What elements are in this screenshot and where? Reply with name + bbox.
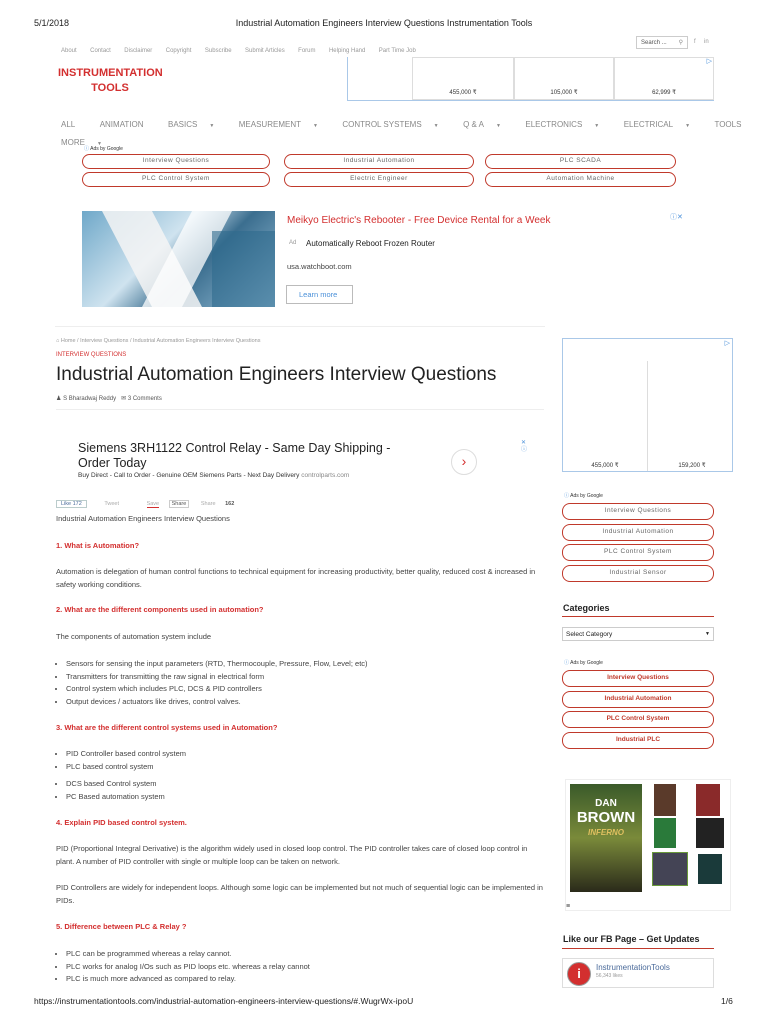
post-meta <box>56 395 162 402</box>
list-item: • PLC is much more advanced as compared to relay. <box>66 973 310 986</box>
adchoices-close-icon[interactable]: ⓘ✕ <box>670 214 683 221</box>
inline-ad-title[interactable]: Siemens 3RH1122 Control Relay - Same Day Shipping - Order Today <box>78 441 391 470</box>
book-cover-main[interactable]: DAN BROWN INFERNO <box>570 784 642 892</box>
book-thumb[interactable] <box>654 784 676 816</box>
sidebar-pill[interactable]: Interview Questions <box>562 670 714 687</box>
info-icon: ⓘ <box>564 493 570 499</box>
answer-3-list <box>56 748 186 773</box>
list-item: • PLC can be programmed whereas a relay cannot. <box>66 948 310 961</box>
fb-page-box[interactable] <box>562 958 714 988</box>
answer-2: The components of automation system include <box>56 632 212 641</box>
logo-line2: TOOLS <box>91 82 129 94</box>
banner-ad-url[interactable]: usa.watchboot.com <box>287 262 352 271</box>
top-nav-contact[interactable]: Contact <box>90 48 111 54</box>
site-logo[interactable] <box>58 66 162 96</box>
building-graphic <box>82 211 275 307</box>
ad-product-3[interactable] <box>614 57 714 100</box>
chevron-down-icon: ▼ <box>433 123 439 129</box>
sidebar-pill[interactable]: Interview Questions <box>562 503 714 520</box>
ad-price-1: 455,000 ₹ <box>449 90 477 96</box>
top-nav-copyright[interactable]: Copyright <box>165 48 192 54</box>
menu-icon[interactable]: ≡ <box>566 903 571 910</box>
list-item: • Control system which includes PLC, DCS & PID controllers <box>66 683 368 696</box>
print-title: Industrial Automation Engineers Interview Questions Instrumentation Tools <box>235 18 533 28</box>
top-nav-about[interactable]: About <box>61 48 77 54</box>
ad-price-3: 62,999 ₹ <box>652 90 676 96</box>
nav-all[interactable]: ALL <box>61 120 76 129</box>
divider <box>55 326 545 327</box>
categories-title: Categories <box>563 603 610 613</box>
list-item: • PLC based control system <box>66 761 186 774</box>
sidebar-ad-product-2[interactable] <box>651 361 733 471</box>
author[interactable]: S Bharadwaj Reddy <box>63 396 117 402</box>
question-2: 2. What are the different components used in automation? <box>56 605 264 614</box>
book-thumb[interactable] <box>652 852 688 886</box>
intro-text: Industrial Automation Engineers Interview Questions <box>56 514 230 523</box>
answer-3-list-2 <box>56 778 165 803</box>
like-button[interactable]: Like 172 <box>56 500 87 508</box>
link-pill[interactable]: Electric Engineer <box>284 172 474 187</box>
book-thumb[interactable] <box>696 818 724 848</box>
question-5: 5. Difference between PLC & Relay ? <box>56 922 187 931</box>
banner-ad-subtitle: Automatically Reboot Frozen Router <box>306 239 435 248</box>
info-icon: ⓘ <box>84 146 90 152</box>
comments-link[interactable]: 3 Comments <box>127 396 162 402</box>
answer-4-2: PID Controllers are widely for independent loops. Although some logic can be implemented but not much of sequential logic can be implemented in PIDs. <box>56 883 543 905</box>
chevron-down-icon: ▼ <box>97 141 102 147</box>
sidebar-ad[interactable] <box>562 338 733 472</box>
share-count: 162 <box>225 501 235 507</box>
home-icon[interactable]: ⌂ <box>56 338 60 344</box>
sidebar-pill[interactable]: PLC Control System <box>562 544 714 561</box>
search-placeholder: Search ... <box>641 40 667 46</box>
link-pill[interactable]: Industrial Automation <box>284 154 474 169</box>
facebook-icon[interactable]: f <box>694 39 696 45</box>
top-nav-forum[interactable]: Forum <box>298 48 316 54</box>
sidebar-ad-price-2: 159,200 ₹ <box>678 463 706 469</box>
answer-1: Automation is delegation of human control functions to technical equipment for increasing productivity, better quality, reduced cost & increased in safety working conditions. <box>56 567 536 589</box>
page-number: 1/6 <box>721 996 733 1006</box>
nav-animation[interactable]: ANIMATION <box>99 120 144 129</box>
title-underline <box>562 616 714 617</box>
banner-ad-image[interactable] <box>82 211 275 307</box>
link-pill[interactable]: PLC Control System <box>82 172 270 187</box>
ads-by-google-label: ⓘ Ads by Google <box>564 660 603 666</box>
category-select[interactable]: Select Category ▼ <box>562 627 714 641</box>
logo-line1: INSTRUMENTATION <box>58 67 163 79</box>
category-tag[interactable]: INTERVIEW QUESTIONS <box>56 352 127 358</box>
nav-electronics[interactable]: ELECTRONICS ▼ <box>525 120 600 129</box>
link-pill[interactable]: Automation Machine <box>485 172 676 187</box>
info-icon: ⓘ <box>564 660 570 666</box>
main-nav <box>61 114 768 150</box>
sidebar-ad-price-1: 455,000 ₹ <box>591 463 619 469</box>
sidebar-pill[interactable]: Industrial Automation <box>562 691 714 708</box>
article-title: Industrial Automation Engineers Interview Questions <box>56 364 497 385</box>
adchoices-icon[interactable]: ✕ ⓘ <box>521 440 528 453</box>
sidebar-ad-product-1[interactable] <box>563 361 648 471</box>
chevron-down-icon: ▼ <box>312 123 318 129</box>
question-3: 3. What are the different control systems used in Automation? <box>56 723 278 732</box>
chevron-down-icon: ▼ <box>594 123 600 129</box>
search-input[interactable] <box>636 36 688 49</box>
chevron-down-icon: ▼ <box>705 631 710 637</box>
list-item: • DCS based Control system <box>66 778 165 791</box>
book-thumb[interactable] <box>696 784 720 816</box>
nav-tools[interactable]: TOOLS <box>714 120 742 129</box>
sidebar-pill[interactable]: Industrial Automation <box>562 524 714 541</box>
top-ad[interactable] <box>347 57 714 101</box>
inline-ad-domain[interactable]: controlparts.com <box>301 472 350 479</box>
list-item: • PID Controller based control system <box>66 748 186 761</box>
arrow-right-icon[interactable]: › <box>451 449 477 475</box>
inline-ad-desc: Buy Direct - Call to Order - Genuine OEM Siemens Parts - Next Day Delivery controlparts.com <box>78 472 350 479</box>
breadcrumb: ⌂ Home / Interview Questions / Industrial Automation Engineers Interview Questions <box>56 338 261 344</box>
link-pill[interactable]: PLC SCADA <box>485 154 676 169</box>
sidebar-pill[interactable]: Industrial Sensor <box>562 565 714 582</box>
footer-url: https://instrumentationtools.com/industrial-automation-engineers-interview-questions/#.WugrWx-ipoU <box>34 996 414 1006</box>
list-item: • Sensors for sensing the input parameters (RTD, Thermocouple, Pressure, Flow, Level; etc) <box>66 658 368 671</box>
adchoices-icon[interactable]: ▷ <box>706 58 712 65</box>
top-nav <box>61 39 425 57</box>
tweet-button[interactable]: Tweet <box>104 501 120 507</box>
comment-icon: ✉ <box>121 396 127 402</box>
list-item: • Output devices / actuators like drives, control valves. <box>66 696 368 709</box>
ad-product-2[interactable] <box>514 57 614 100</box>
user-icon: ♟ <box>56 396 62 402</box>
save-button[interactable]: Save <box>146 501 160 507</box>
book-thumb[interactable] <box>698 854 722 884</box>
ad-badge: Ad <box>289 240 297 246</box>
top-nav-helping[interactable]: Helping Hand <box>328 48 366 54</box>
fb-likes: 56,343 likes <box>596 973 623 979</box>
book-thumb[interactable] <box>654 818 676 848</box>
nav-electrical[interactable]: ELECTRICAL ▼ <box>623 120 691 129</box>
linkedin-icon[interactable]: in <box>704 39 709 45</box>
top-nav-disclaimer[interactable]: Disclaimer <box>124 48 153 54</box>
answer-2-list <box>56 658 368 708</box>
answer-4-1: PID (Proportional Integral Derivative) is the algorithm widely used in closed loop control. The PID controller takes care of closed loop control in plant. A number of PID controller with single or multiple loop can be taken on network. <box>56 844 528 866</box>
share-bar <box>56 501 234 507</box>
nav-more[interactable]: MORE ▼ <box>61 138 102 147</box>
learn-more-button[interactable]: Learn more <box>286 285 353 304</box>
question-4: 4. Explain PID based control system. <box>56 818 187 827</box>
question-1: 1. What is Automation? <box>56 541 140 550</box>
chevron-down-icon: ▼ <box>209 123 215 129</box>
chevron-down-icon: ▼ <box>495 123 501 129</box>
banner-ad-title[interactable]: Meikyo Electric's Rebooter - Free Device Rental for a Week <box>287 215 551 226</box>
top-nav-parttime[interactable]: Part Time Job <box>378 48 416 54</box>
title-underline <box>562 948 714 949</box>
nav-control-systems[interactable]: CONTROL SYSTEMS ▼ <box>342 120 439 129</box>
fb-widget-title: Like our FB Page – Get Updates <box>563 934 700 944</box>
sidebar-pill[interactable]: Industrial PLC <box>562 732 714 749</box>
sidebar-pill[interactable]: PLC Control System <box>562 711 714 728</box>
answer-5-list <box>56 948 310 986</box>
ads-by-google-label: ⓘ Ads by Google <box>84 146 123 152</box>
fb-page-name[interactable]: InstrumentationTools <box>596 963 670 972</box>
top-nav-submit[interactable]: Submit Articles <box>245 48 285 54</box>
nav-qa[interactable]: Q & A ▼ <box>463 120 501 129</box>
divider <box>56 409 544 410</box>
ad-product-1[interactable] <box>412 57 514 100</box>
nav-basics[interactable]: BASICS ▼ <box>168 120 215 129</box>
ads-by-google-label: ⓘ Ads by Google <box>564 493 603 499</box>
book-ad[interactable] <box>565 779 731 911</box>
list-item: • Transmitters for transmitting the raw signal in electrical form <box>66 671 368 684</box>
print-date: 5/1/2018 <box>34 18 70 28</box>
list-item: • PC Based automation system <box>66 791 165 804</box>
chevron-down-icon: ▼ <box>685 123 691 129</box>
ad-price-2: 105,000 ₹ <box>550 90 578 96</box>
adchoices-icon[interactable]: ▷ <box>724 340 730 347</box>
share-button[interactable]: Share <box>169 500 190 508</box>
share-button-2[interactable]: Share <box>200 501 216 507</box>
instrumentation-logo-icon: i <box>567 962 591 986</box>
top-nav-subscribe[interactable]: Subscribe <box>204 48 232 54</box>
link-pill[interactable]: Interview Questions <box>82 154 270 169</box>
search-icon[interactable]: ⚲ <box>678 40 683 46</box>
list-item: • PLC works for analog I/Os such as PID loops etc. whereas a relay cannot <box>66 961 310 974</box>
nav-measurement[interactable]: MEASUREMENT ▼ <box>238 120 318 129</box>
